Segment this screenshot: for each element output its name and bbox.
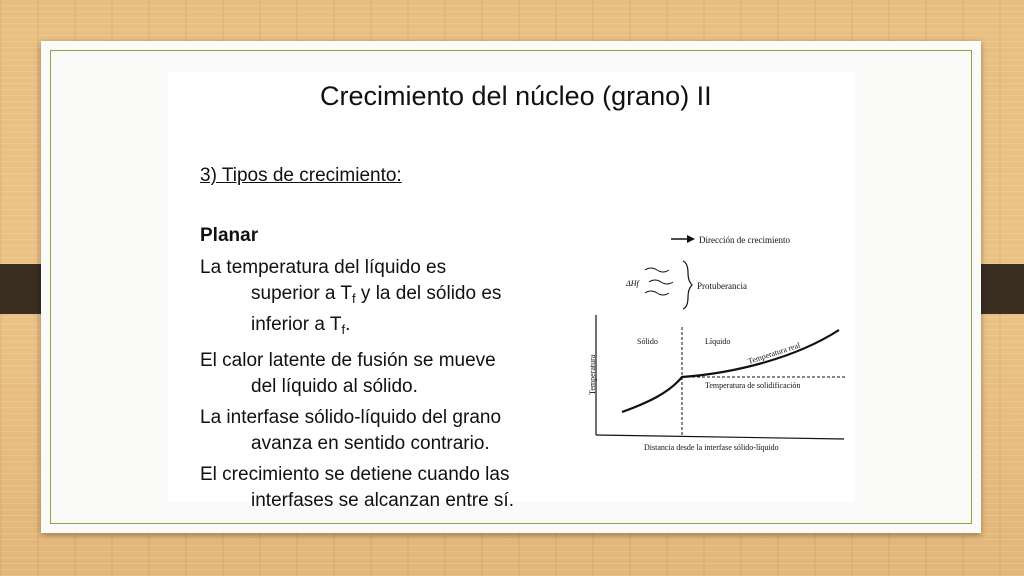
paragraph-temperature [200,255,555,343]
liquid-label: Líquido [705,337,731,346]
p2-line2: del líquido al sólido. [251,376,418,397]
p2-line1: El calor latente de fusión se mueve [200,350,496,371]
protuberance-bracket [683,261,692,309]
paragraph-growth-stop [200,462,555,514]
real-temp-label: Temperatura real [746,340,802,366]
tf-subscript: f [341,322,346,337]
p1-line2-text-b: y la del sólido es [355,283,502,304]
p1-line2 [200,281,555,312]
tf-subscript: f [352,291,356,306]
p4-line2: interfases se alcanzan entre sí. [251,490,514,511]
x-axis [596,435,844,439]
slide-title: Crecimiento del núcleo (grano) II [320,81,712,111]
direction-arrow-icon [687,235,695,243]
direction-label: Dirección de crecimiento [699,235,790,245]
y-axis-label: Temperatura [588,354,597,395]
heat-label: ΔHf [626,279,639,288]
p1-line3 [200,312,555,343]
p1-line3-text: inferior a T [251,314,342,335]
p3-line2: avanza en sentido contrario. [251,433,490,454]
body-text [200,255,555,519]
solid-label: Sólido [637,337,658,346]
solidification-temp-label: Temperatura de solidificación [705,381,801,390]
slide-content [168,72,855,511]
p1-line2-text: superior a T [251,283,353,304]
heat-wave-icon [645,291,669,295]
subheading-planar: Planar [200,225,259,246]
paragraph-interface [200,405,555,457]
growth-diagram [587,227,856,467]
x-axis-label: Distancia desde la interfase sólido-líquido [644,443,779,452]
heat-wave-icon [649,280,673,284]
bump-label: Protuberancia [697,281,747,291]
p1-line1: La temperatura del líquido es [200,257,447,278]
p4-line1: El crecimiento se detiene cuando las [200,464,510,485]
heat-wave-icon [645,268,669,272]
slide-card [41,41,981,533]
p1-line3-period: . [345,314,351,335]
section-heading: 3) Tipos de crecimiento: [200,165,402,186]
paragraph-latent-heat [200,348,555,400]
p3-line1: La interfase sólido-líquido del grano [200,407,502,428]
